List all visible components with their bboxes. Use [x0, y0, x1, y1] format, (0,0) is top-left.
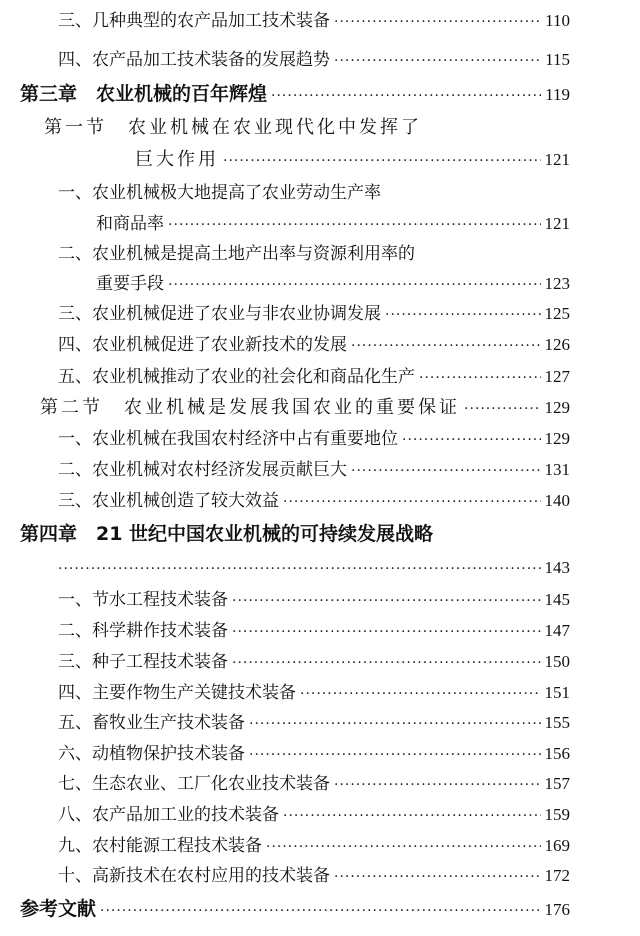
toc-entry-title-line1[interactable]: 二、农业机械是提高土地产出率与资源利用率的: [58, 244, 415, 264]
dot-leader: [168, 214, 541, 236]
toc-entry-title: 三、种子工程技术装备: [58, 652, 228, 672]
toc-page-number: 145: [544, 590, 570, 609]
dot-leader: [249, 713, 541, 735]
toc-entry[interactable]: [96, 213, 570, 236]
toc-section-entry[interactable]: [135, 149, 570, 172]
dot-leader: [232, 621, 541, 643]
toc-entry-title: 八、农产品加工业的技术装备: [58, 805, 279, 825]
dot-leader: [232, 590, 541, 612]
toc-entry-title: 五、畜牧业生产技术装备: [58, 713, 245, 733]
toc-entry-title-line2: 和商品率: [96, 214, 164, 234]
toc-entry[interactable]: [58, 428, 570, 451]
toc-page-number: 121: [544, 214, 570, 233]
toc-entry[interactable]: [96, 273, 570, 296]
toc-chapter-entry[interactable]: [20, 898, 570, 922]
toc-entry-title: 一、节水工程技术装备: [58, 590, 228, 610]
toc-page-number: 147: [544, 621, 570, 640]
dot-leader: [283, 491, 541, 513]
dot-leader: [100, 900, 540, 922]
toc-page-number: 127: [544, 367, 570, 386]
toc-entry-title: 二、农业机械对农村经济发展贡献巨大: [58, 460, 347, 480]
toc-section-entry[interactable]: [40, 397, 570, 420]
dot-leader: [334, 11, 541, 33]
toc-entry-title: 十、高新技术在农村应用的技术装备: [58, 866, 330, 886]
toc-entry[interactable]: [58, 712, 570, 735]
dot-leader: [300, 683, 541, 705]
toc-page-number: 123: [544, 274, 570, 293]
toc-entry[interactable]: [58, 334, 570, 357]
toc-entry[interactable]: [58, 651, 570, 674]
toc-entry-title: 四、农产品加工技术装备的发展趋势: [58, 50, 330, 70]
section-title-line1[interactable]: 第一节 农业机械在农业现代化中发挥了: [44, 117, 422, 138]
toc-page-number: 150: [544, 652, 570, 671]
toc-chapter-entry[interactable]: [20, 83, 570, 107]
toc-entry[interactable]: [58, 10, 570, 33]
toc-page-number: 157: [544, 774, 570, 793]
toc-page-number: 159: [544, 805, 570, 824]
toc-entry-title: 二、科学耕作技术装备: [58, 621, 228, 641]
toc-page-number: 143: [544, 558, 570, 577]
toc-entry-title: 九、农村能源工程技术装备: [58, 836, 262, 856]
toc-entry[interactable]: [58, 773, 570, 796]
toc-page-number: 140: [544, 491, 570, 510]
dot-leader: [249, 744, 541, 766]
dot-leader: [266, 836, 541, 858]
toc-page-number: 125: [544, 304, 570, 323]
dot-leader: [351, 460, 541, 482]
toc-page-number: 126: [544, 335, 570, 354]
toc-entry[interactable]: [58, 490, 570, 513]
toc-page-number: 155: [544, 713, 570, 732]
dot-leader: [419, 367, 541, 389]
dot-leader: [464, 398, 541, 420]
toc-entry-title: 三、几种典型的农产品加工技术装备: [58, 11, 330, 31]
toc-page-number: 131: [544, 460, 570, 479]
dot-leader: [168, 274, 541, 296]
toc-entry-title-line2: 重要手段: [96, 274, 164, 294]
toc-entry-title-line1[interactable]: 一、农业机械极大地提高了农业劳动生产率: [58, 183, 381, 203]
toc-page-number: 169: [544, 836, 570, 855]
section-title: 第二节 农业机械是发展我国农业的重要保证: [40, 397, 460, 418]
toc-chapter-entry[interactable]: [58, 557, 570, 580]
toc-entry[interactable]: [58, 366, 570, 389]
toc-entry[interactable]: [58, 49, 570, 72]
dot-leader: [271, 85, 541, 107]
dot-leader: [334, 50, 541, 72]
toc-page-number: 156: [544, 744, 570, 763]
toc-page-number: 115: [545, 50, 570, 69]
dot-leader: [232, 652, 541, 674]
toc-page-number: 151: [544, 683, 570, 702]
toc-entry-title: 六、动植物保护技术装备: [58, 744, 245, 764]
toc-entry[interactable]: [58, 682, 570, 705]
toc-page-number: 129: [544, 429, 570, 448]
dot-leader: [283, 805, 541, 827]
toc-page-number: 110: [545, 11, 570, 30]
dot-leader: [334, 866, 541, 888]
dot-leader: [58, 558, 541, 580]
toc-entry-title: 三、农业机械促进了农业与非农业协调发展: [58, 304, 381, 324]
chapter-title: 第三章 农业机械的百年辉煌: [20, 83, 268, 105]
toc-entry[interactable]: [58, 835, 570, 858]
toc-page-number: 176: [544, 900, 570, 919]
chapter-title[interactable]: 第四章 21 世纪中国农业机械的可持续发展战略: [20, 523, 434, 545]
toc-entry-title: 一、农业机械在我国农村经济中占有重要地位: [58, 429, 398, 449]
dot-leader: [351, 335, 541, 357]
toc-entry[interactable]: [58, 459, 570, 482]
toc-page-number: 129: [544, 398, 570, 417]
toc-entry[interactable]: [58, 865, 570, 888]
toc-page-number: 172: [544, 866, 570, 885]
references-title: 参考文献: [20, 898, 97, 920]
dot-leader: [402, 429, 541, 451]
toc-entry-title: 四、主要作物生产关键技术装备: [58, 683, 296, 703]
section-title-line2: 巨大作用: [135, 149, 219, 170]
toc-entry-title: 七、生态农业、工厂化农业技术装备: [58, 774, 330, 794]
toc-page-number: 119: [545, 85, 570, 104]
toc-entry[interactable]: [58, 589, 570, 612]
toc-entry-title: 五、农业机械推动了农业的社会化和商品化生产: [58, 367, 415, 387]
toc-page-number: 121: [544, 150, 570, 169]
dot-leader: [385, 304, 541, 326]
toc-entry-title: 三、农业机械创造了较大效益: [58, 491, 279, 511]
toc-entry[interactable]: [58, 620, 570, 643]
toc-entry[interactable]: [58, 303, 570, 326]
dot-leader: [223, 150, 541, 172]
toc-entry[interactable]: [58, 743, 570, 766]
dot-leader: [334, 774, 541, 796]
toc-entry-title: 四、农业机械促进了农业新技术的发展: [58, 335, 347, 355]
toc-entry[interactable]: [58, 804, 570, 827]
